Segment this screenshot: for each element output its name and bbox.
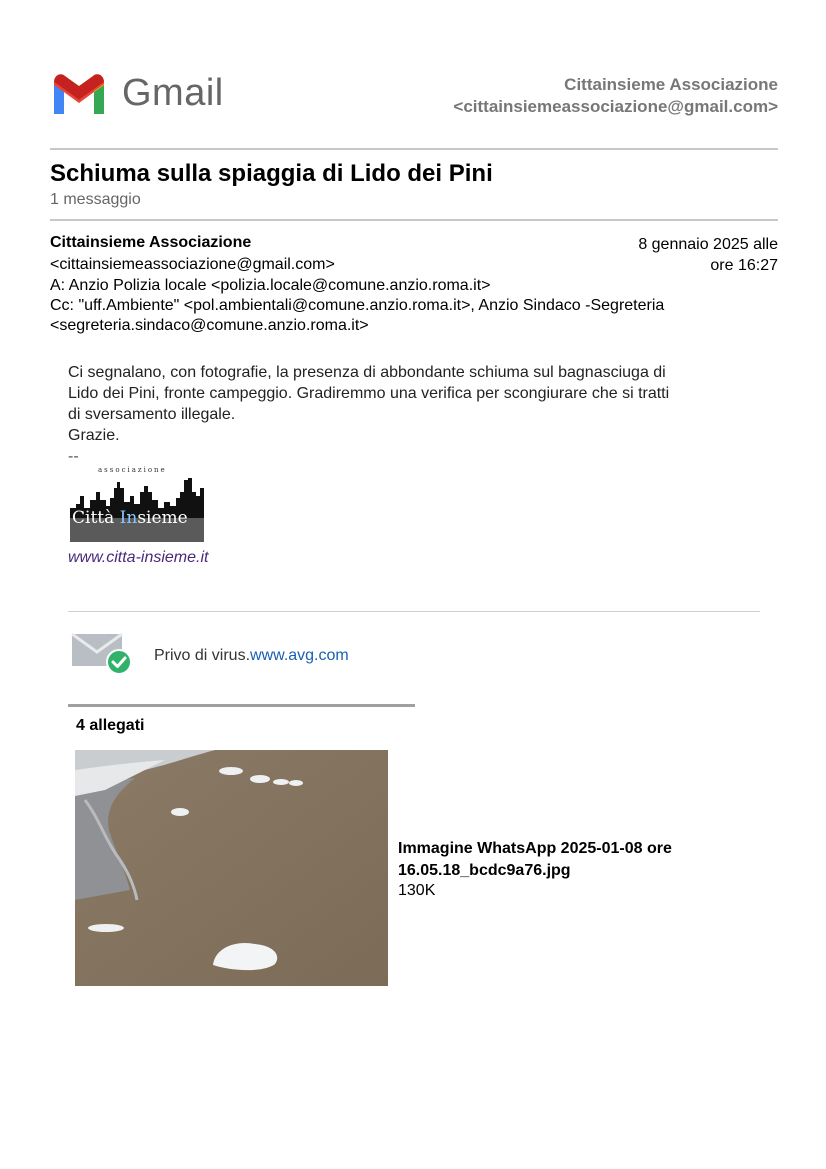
cc-line: Cc: "uff.Ambiente" <pol.ambientali@comune.anzio.roma.it>, Anzio Sindaco -Segreteria [50,297,665,314]
signature-website-link[interactable]: www.citta-insieme.it [68,549,209,566]
attachments-divider [68,704,415,707]
attachment-name-line: 16.05.18_bcdc9a76.jpg [398,862,571,879]
sender-email: <cittainsiemeassociazione@gmail.com> [50,256,335,273]
account-name: Cittainsieme Associazione [564,75,778,94]
gmail-logo-icon [50,72,108,114]
message-count: 1 messaggio [50,191,141,208]
account-info [453,74,778,118]
sig-logo-text [72,508,188,528]
attachment-name-line: Immagine WhatsApp 2025-01-08 ore [398,840,672,857]
time-line: ore 16:27 [710,257,778,274]
attachment-size: 130K [398,882,436,899]
sig-logo-word1: Città [72,508,120,528]
attachment-name[interactable] [398,838,758,882]
avg-link[interactable]: www.avg.com [250,647,349,664]
body-line: Ci segnalano, con fotografie, la presenza di abbondante schiuma sul bagnasciuga di [68,364,666,381]
recipients [50,276,770,336]
sig-logo-word3: sieme [137,508,188,528]
cc-line-cont: <segreteria.sindaco@comune.anzio.roma.it> [50,317,369,334]
sig-logo-small-text: associazione [98,466,167,474]
signature-separator: -- [68,448,79,465]
attachment-thumbnail[interactable] [75,750,388,986]
signature-logo [68,464,206,544]
subject-divider [50,219,778,221]
body-line: di sversamento illegale. [68,406,236,423]
attachments-title: 4 allegati [76,717,145,734]
body-line: Lido dei Pini, fronte campeggio. Gradiremmo una verifica per scongiurare che si tratti [68,385,670,402]
date-line: 8 gennaio 2025 alle [638,236,778,253]
virus-free-mail-icon [70,630,134,676]
signature-divider [68,611,760,612]
sig-logo-word2: In [119,508,138,528]
account-email: <cittainsiemeassociazione@gmail.com> [453,97,778,116]
message-date [608,234,778,276]
virus-status [154,647,349,665]
sender-name: Cittainsieme Associazione [50,234,252,251]
gmail-wordmark: Gmail [122,72,224,114]
to-line: A: Anzio Polizia locale <polizia.locale@comune.anzio.roma.it> [50,277,491,294]
thread-subject: Schiuma sulla spiaggia di Lido dei Pini [50,160,493,187]
body-line: Grazie. [68,427,120,444]
header-divider [50,148,778,150]
message-body [68,362,768,467]
virus-text: Privo di virus. [154,647,251,664]
